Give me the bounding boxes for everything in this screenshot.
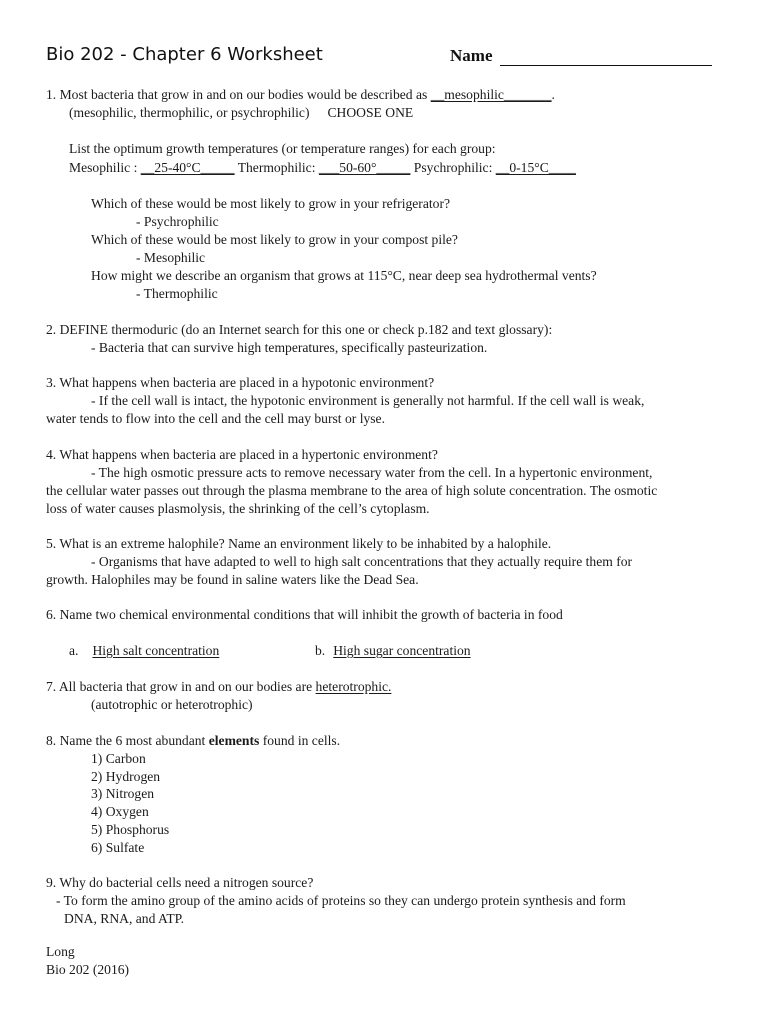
q3-question: 3. What happens when bacteria are placed in a hypotonic environment? <box>46 375 435 390</box>
q5-answer-line-2: growth. Halophiles may be found in saline waters like the Dead Sea. <box>46 572 419 587</box>
q1-question-prefix: 1. Most bacteria that grow in and on our bodies would be described as <box>46 87 431 102</box>
q1-answer: __mesophilic_______ <box>430 87 552 102</box>
q6-b-answer: High sugar concentration <box>333 643 471 658</box>
q8-item: 6) Sulfate <box>91 840 145 855</box>
footer-author: Long <box>46 944 75 959</box>
q4-answer-line-3: loss of water causes plasmolysis, the shrinking of the cell’s cytoplasm. <box>46 501 430 516</box>
worksheet-header <box>46 46 726 70</box>
q6-answer-a <box>69 642 219 660</box>
q7-answer: heterotrophic. <box>315 679 392 694</box>
mesophilic-label: Mesophilic : <box>69 160 141 175</box>
name-blank-line <box>500 65 712 66</box>
q5-answer-line-1: - Organisms that have adapted to well to high salt concentrations that they actually require them for <box>91 554 633 569</box>
worksheet-title: Bio 202 - Chapter 6 Worksheet <box>46 44 323 65</box>
psychrophilic-answer: __0-15°C____ <box>495 160 576 175</box>
q7-question <box>46 678 391 696</box>
q8-item: 1) Carbon <box>91 751 146 766</box>
q7-options: (autotrophic or heterotrophic) <box>91 697 253 712</box>
q8-question-bold: elements <box>208 733 260 748</box>
q6-a-answer: High salt concentration <box>92 643 220 658</box>
q1-sub-answer-3: - Thermophilic <box>136 286 218 301</box>
q9-answer-line-2: DNA, RNA, and ATP. <box>64 911 185 926</box>
q1-sub-question-2: Which of these would be most likely to grow in your compost pile? <box>91 232 458 247</box>
q8-item: 3) Nitrogen <box>91 786 155 801</box>
q1-question-suffix: . <box>551 87 555 102</box>
q4-question: 4. What happens when bacteria are placed in a hypertonic environment? <box>46 447 438 462</box>
q1-sub-answer-2: - Mesophilic <box>136 250 206 265</box>
q4-answer-line-1: - The high osmotic pressure acts to remove necessary water from the cell. In a hypertonic environment, <box>91 465 653 480</box>
q7-question-prefix: 7. All bacteria that grow in and on our bodies are <box>46 679 316 694</box>
psychrophilic-label: Psychrophilic: <box>410 160 496 175</box>
q1-temperature-row <box>69 159 576 177</box>
mesophilic-answer: __25-40°C_____ <box>140 160 235 175</box>
q6-b-label: b. <box>315 643 326 658</box>
q8-item: 2) Hydrogen <box>91 769 161 784</box>
q1-list-prompt: List the optimum growth temperatures (or temperature ranges) for each group: <box>69 141 496 156</box>
q9-question: 9. Why do bacterial cells need a nitrogen source? <box>46 875 314 890</box>
thermophilic-answer: ___50-60°_____ <box>318 160 411 175</box>
q3-answer-line-2: water tends to flow into the cell and the cell may burst or lyse. <box>46 411 385 426</box>
q1-options: (mesophilic, thermophilic, or psychrophilic) <box>69 105 310 120</box>
q8-question-suffix: found in cells. <box>259 733 341 748</box>
q4-answer-line-2: the cellular water passes out through the plasma membrane to the area of high solute concentration. The osmotic <box>46 483 658 498</box>
thermophilic-label: Thermophilic: <box>234 160 319 175</box>
q1-sub-answer-1: - Psychrophilic <box>136 214 219 229</box>
q1-choose-one: CHOOSE ONE <box>327 105 414 120</box>
q2-question: 2. DEFINE thermoduric (do an Internet search for this one or check p.182 and text glossary): <box>46 322 553 337</box>
q1-sub-question-1: Which of these would be most likely to grow in your refrigerator? <box>91 196 450 211</box>
footer-course: Bio 202 (2016) <box>46 962 130 977</box>
q6-answer-b <box>315 642 471 660</box>
q1-question <box>46 86 555 104</box>
q8-item: 4) Oxygen <box>91 804 149 819</box>
q6-a-label: a. <box>69 643 79 658</box>
q2-answer: - Bacteria that can survive high temperatures, specifically pasteurization. <box>91 340 488 355</box>
q9-answer-line-1: - To form the amino group of the amino acids of proteins so they can undergo protein synthesis and form <box>56 893 626 908</box>
q1-sub-question-3: How might we describe an organism that grows at 115°C, near deep sea hydrothermal vents? <box>91 268 597 283</box>
q5-question: 5. What is an extreme halophile? Name an environment likely to be inhabited by a halophile. <box>46 536 552 551</box>
name-label: Name <box>450 46 493 65</box>
q3-answer-line-1: - If the cell wall is intact, the hypotonic environment is generally not harmful. If the cell wall is weak, <box>91 393 645 408</box>
q8-question <box>46 732 340 750</box>
q6-question: 6. Name two chemical environmental conditions that will inhibit the growth of bacteria in food <box>46 607 563 622</box>
q1-options-row <box>69 104 413 122</box>
q8-item: 5) Phosphorus <box>91 822 170 837</box>
q8-question-prefix: 8. Name the 6 most abundant <box>46 733 209 748</box>
